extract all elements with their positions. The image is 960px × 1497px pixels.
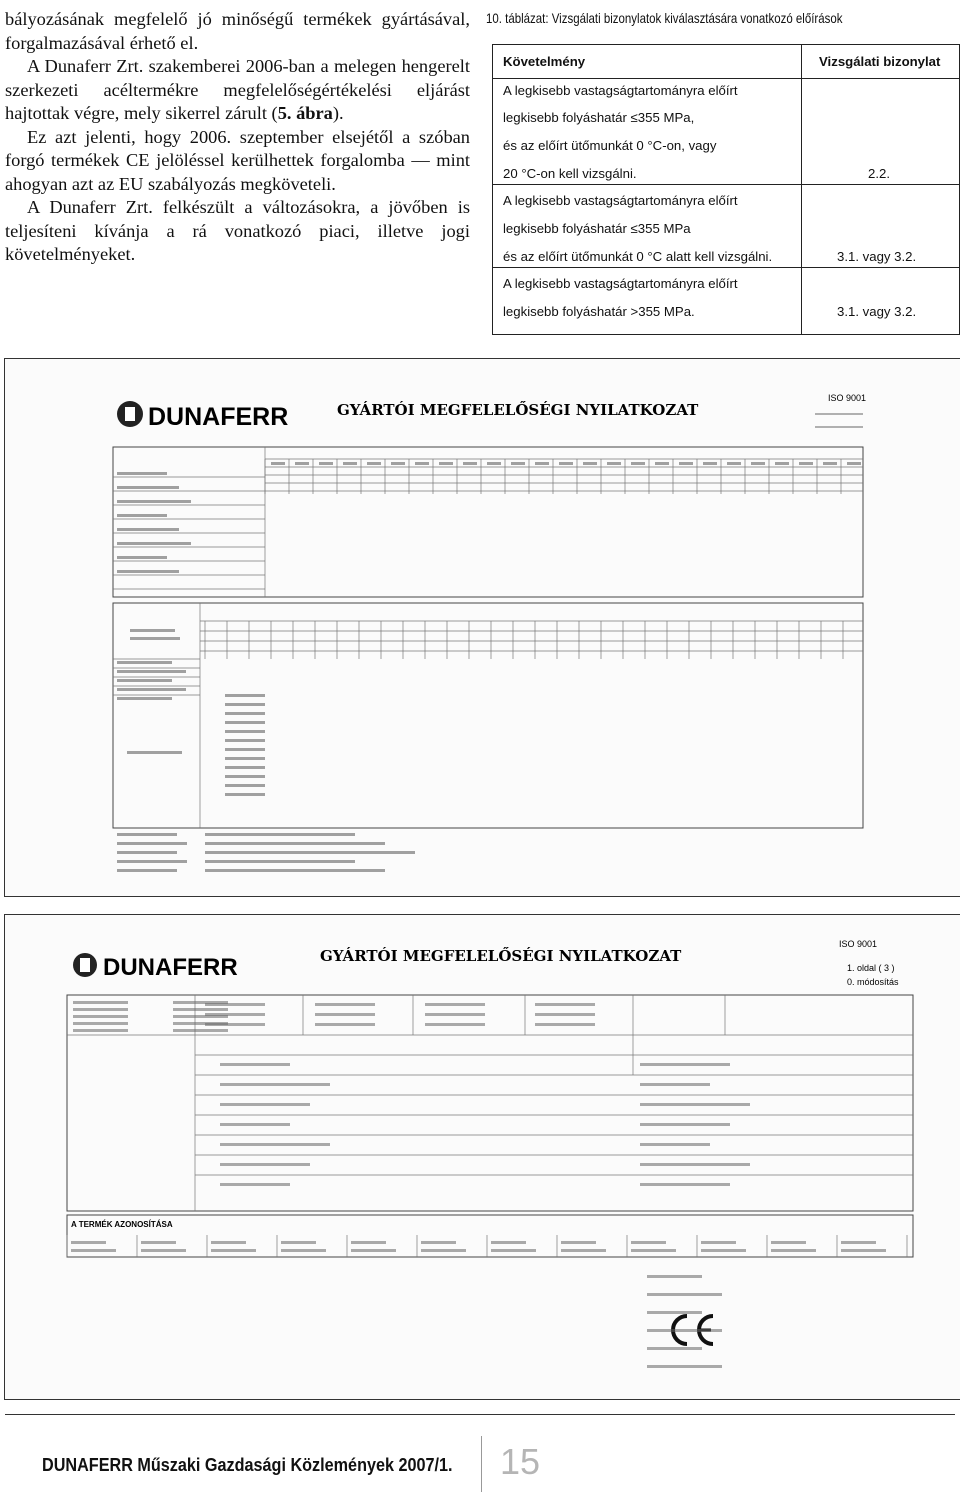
paragraph-1: bályozásának megfelelő jó minőségű termékek gyártásával, forgalmazásával érhető el.	[5, 9, 470, 53]
row1-line2: legkisebb folyáshatár ≤355 MPa,	[503, 110, 695, 125]
figure1-title: GYÁRTÓI MEGFELELŐSÉGI NYILATKOZAT	[337, 401, 699, 419]
row2-line2: legkisebb folyáshatár ≤355 MPa	[503, 221, 691, 236]
row3-certificate: 3.1. vagy 3.2.	[837, 304, 917, 319]
row3-line2: legkisebb folyáshatár >355 MPa.	[503, 304, 695, 319]
certificate-scan-1	[4, 358, 960, 897]
page-number: 15	[500, 1441, 541, 1482]
journal-title: DUNAFERR Műszaki Gazdasági Közlemények 2007/1.	[42, 1455, 453, 1475]
row1-line4: 20 °C-on kell vizsgálni.	[503, 166, 637, 181]
paragraph-3: Ez azt jelenti, hogy 2006. szeptember elsejétől a szóban forgó termékek CE jelöléssel kerülhettek forgalomba — mint ahogyan azt az EU szabályozás megköveteli.	[5, 126, 470, 194]
figure2-logo-text: DUNAFERR	[103, 954, 238, 981]
figure1-logo-text: DUNAFERR	[148, 403, 289, 431]
footer-divider	[5, 1414, 955, 1415]
table-caption: 10. táblázat: Vizsgálati bizonylatok kiválasztására vonatkozó előírások	[486, 10, 843, 26]
paragraph-4: A Dunaferr Zrt. felkészült a változásokra, a jövőben is teljesíteni kívánja a rá vonatkozó piaci, illetve jogi követelményeket.	[5, 197, 470, 264]
body-text-column	[5, 8, 470, 267]
paragraph-2: A Dunaferr Zrt. szakemberei 2006-ban a melegen hengerelt szerkezeti acéltermékre megfelelőségértékelési eljárást hajtottak végre, mely sikerrel zárult (5. ábra).	[5, 56, 470, 123]
row2-certificate: 3.1. vagy 3.2.	[837, 249, 917, 264]
row2-line3: és az előírt ütőmunkát 0 °C alatt kell vizsgálni.	[503, 249, 773, 264]
figure1-iso: ISO 9001	[828, 393, 867, 403]
figure2-iso: ISO 9001	[839, 939, 878, 949]
figure2-section-title: A TERMÉK AZONOSÍTÁSA	[71, 1220, 173, 1229]
figure-reference: 5. ábra	[277, 103, 333, 123]
header-requirement: Követelmény	[503, 54, 586, 69]
row1-line3: és az előírt ütőmunkát 0 °C-on, vagy	[503, 138, 717, 153]
dunaferr-logo-icon	[117, 401, 143, 427]
certificate-scan-2	[4, 914, 960, 1400]
footer-separator	[481, 1436, 482, 1492]
figure2-revision: 0. módosítás	[847, 977, 899, 987]
row1-certificate: 2.2.	[868, 166, 890, 181]
row2-line1: A legkisebb vastagságtartományra előírt	[503, 193, 738, 208]
row1-line1: A legkisebb vastagságtartományra előírt	[503, 83, 738, 98]
figure2-title: GYÁRTÓI MEGFELELŐSÉGI NYILATKOZAT	[320, 947, 682, 965]
header-certificate: Vizsgálati bizonylat	[819, 54, 941, 69]
requirements-table	[492, 44, 960, 335]
dunaferr-logo-icon	[73, 953, 97, 977]
figure2-page-note: 1. oldal ( 3 )	[847, 963, 895, 973]
row3-line1: A legkisebb vastagságtartományra előírt	[503, 276, 738, 291]
